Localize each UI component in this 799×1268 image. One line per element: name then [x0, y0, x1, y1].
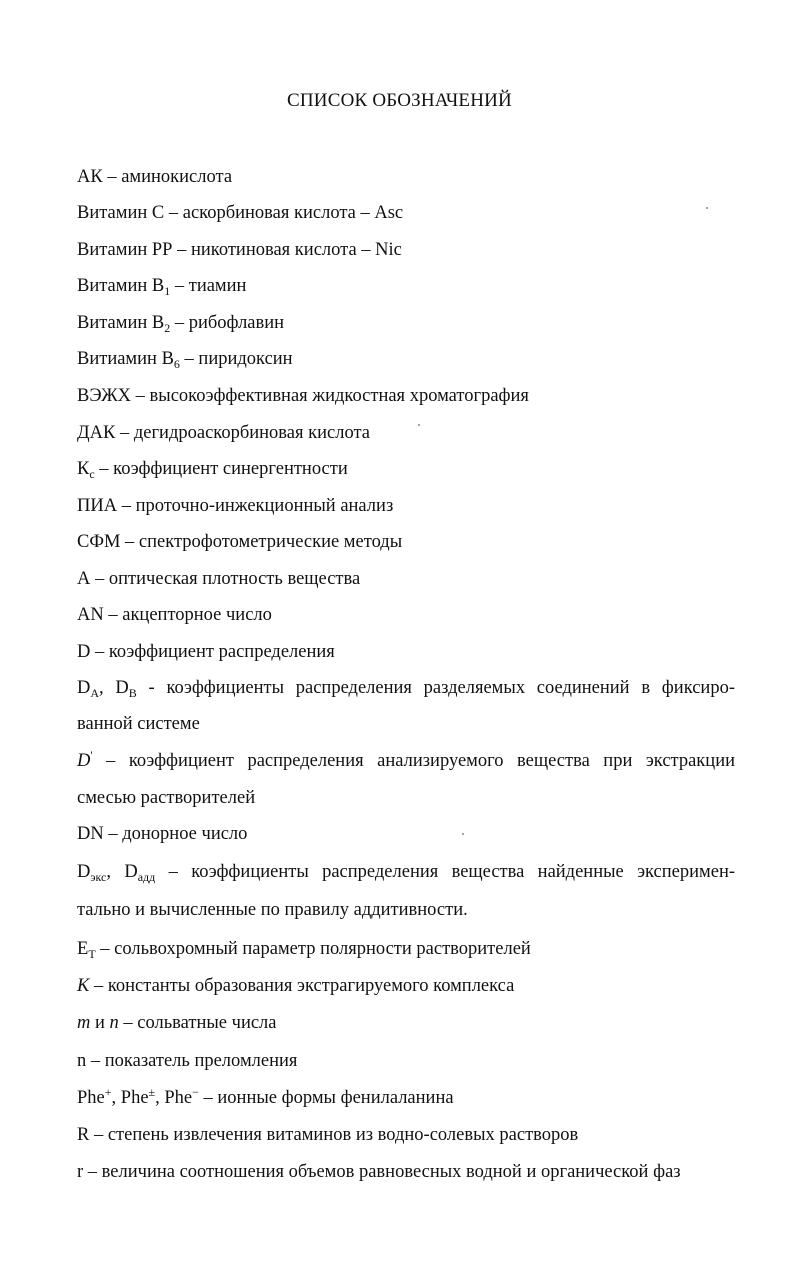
definition: – ионные формы фенилаланина [198, 1088, 454, 1108]
term: АК [77, 167, 103, 187]
definition: – коэффициент распределения [90, 642, 335, 662]
subscript: T [88, 947, 96, 961]
definition: – константы образования экстрагируемого комплекса [89, 976, 515, 996]
page-title: СПИСОК ОБОЗНАЧЕНИЙ [287, 90, 512, 111]
conjunction: и [90, 1013, 110, 1033]
term: DN [77, 824, 104, 844]
term: А [77, 569, 91, 589]
separator: , [111, 1088, 121, 1108]
term: D [77, 751, 91, 771]
term: D [77, 642, 91, 662]
entry-n [77, 1050, 297, 1072]
entry-an [77, 604, 272, 626]
term: К [77, 459, 90, 479]
entry-d-exp-line1 [77, 861, 735, 883]
term: ВЭЖХ [77, 386, 132, 406]
term: Витамин В [77, 276, 165, 296]
subscript: 2 [164, 321, 171, 335]
definition: – донорное число [103, 824, 248, 844]
term: r [77, 1162, 84, 1182]
term: СФМ [77, 532, 121, 552]
entry-vezhx [77, 385, 529, 407]
term: Phe [77, 1088, 105, 1108]
definition: – спектрофотометрические методы [120, 532, 403, 552]
scan-speck [418, 424, 420, 426]
scan-speck [462, 833, 464, 835]
superscript: ± [148, 1085, 156, 1099]
entry-vitamin-b6 [77, 348, 293, 370]
definition: – рибофлавин [170, 313, 285, 333]
definition: – степень извлечения витаминов из водно-солевых растворов [89, 1125, 579, 1145]
definition: – показатель преломления [86, 1051, 298, 1071]
entry-m-n [77, 1012, 277, 1034]
term: R [77, 1125, 90, 1145]
subscript: 6 [173, 357, 180, 371]
definition: – коэффициенты распределения вещества найденные эксперимен- [155, 862, 736, 882]
definition: – аминокислота [102, 167, 233, 187]
term: D [77, 862, 91, 882]
definition: – оптическая плотность вещества [90, 569, 361, 589]
definition: – сольватные числа [118, 1013, 277, 1033]
entry-k [77, 975, 514, 997]
definition: – акцепторное число [103, 605, 272, 625]
term: ПИА [77, 496, 118, 516]
separator: , [99, 678, 116, 698]
term: D [77, 678, 91, 698]
entry-r-upper [77, 1124, 578, 1146]
term: D [115, 678, 129, 698]
term: n [77, 1051, 87, 1071]
separator: , [155, 1088, 165, 1108]
term: ДАК [77, 423, 116, 443]
subscript: с [89, 467, 95, 481]
prime-mark: ' [90, 748, 93, 762]
term: Витамин В [77, 313, 165, 333]
entry-vitamin-pp [77, 239, 402, 261]
entry-d-prime-line2: смесью растворителей [77, 788, 256, 808]
subscript: A [90, 686, 100, 700]
entry-ak [77, 166, 232, 188]
definition: – тиамин [170, 276, 247, 296]
definition: - коэффициенты распределения разделяемых соединений в фиксиро- [136, 678, 735, 698]
entry-sfm [77, 531, 402, 553]
entry-da-db-line1 [77, 677, 735, 699]
term: m [77, 1013, 91, 1033]
term: Витамин РР [77, 240, 173, 260]
scan-speck [706, 207, 708, 209]
subscript: экс [90, 870, 107, 884]
entry-da-db-line2: ванной системе [77, 714, 200, 734]
superscript: − [192, 1085, 199, 1099]
entry-d [77, 641, 335, 663]
subscript: 1 [164, 284, 171, 298]
definition: – никотиновая кислота – Nic [172, 240, 402, 260]
term: D [124, 862, 138, 882]
term: E [77, 939, 89, 959]
term: Phe [164, 1088, 193, 1108]
entry-vitamin-c [77, 202, 403, 224]
term: Phe [120, 1088, 149, 1108]
definition: – аскорбиновая кислота – Asc [164, 203, 404, 223]
term: K [77, 976, 90, 996]
entry-vitamin-b2 [77, 312, 284, 334]
subscript: B [128, 686, 137, 700]
subscript: адд [137, 870, 156, 884]
entry-vitamin-b1 [77, 275, 246, 297]
superscript: + [104, 1085, 112, 1099]
entry-d-prime-line1 [77, 750, 735, 772]
entry-r-lower [77, 1161, 681, 1183]
entry-phe [77, 1087, 454, 1109]
definition: – коэффициент синергентности [94, 459, 348, 479]
entry-a [77, 568, 360, 590]
term: n [109, 1013, 119, 1033]
entry-et [77, 938, 531, 960]
definition: – величина соотношения объемов равновесных водной и органической фаз [83, 1162, 681, 1182]
entry-pia [77, 495, 393, 517]
definition: – сольвохромный параметр полярности растворителей [95, 939, 531, 959]
term: AN [77, 605, 104, 625]
definition: – проточно-инжекционный анализ [117, 496, 394, 516]
entry-kc [77, 458, 348, 480]
entry-d-exp-line2: тально и вычисленные по правилу аддитивности. [77, 900, 468, 920]
separator: , [106, 862, 125, 882]
term: Витамин С [77, 203, 165, 223]
definition: – пиридоксин [179, 349, 293, 369]
definition: – коэффициент распределения анализируемого вещества при экстракции [92, 751, 735, 771]
term: Витиамин В [77, 349, 174, 369]
entry-dak [77, 422, 370, 444]
entry-dn [77, 823, 247, 845]
definition: – дегидроаскорбиновая кислота [115, 423, 370, 443]
definition: – высокоэффективная жидкостная хроматография [131, 386, 529, 406]
